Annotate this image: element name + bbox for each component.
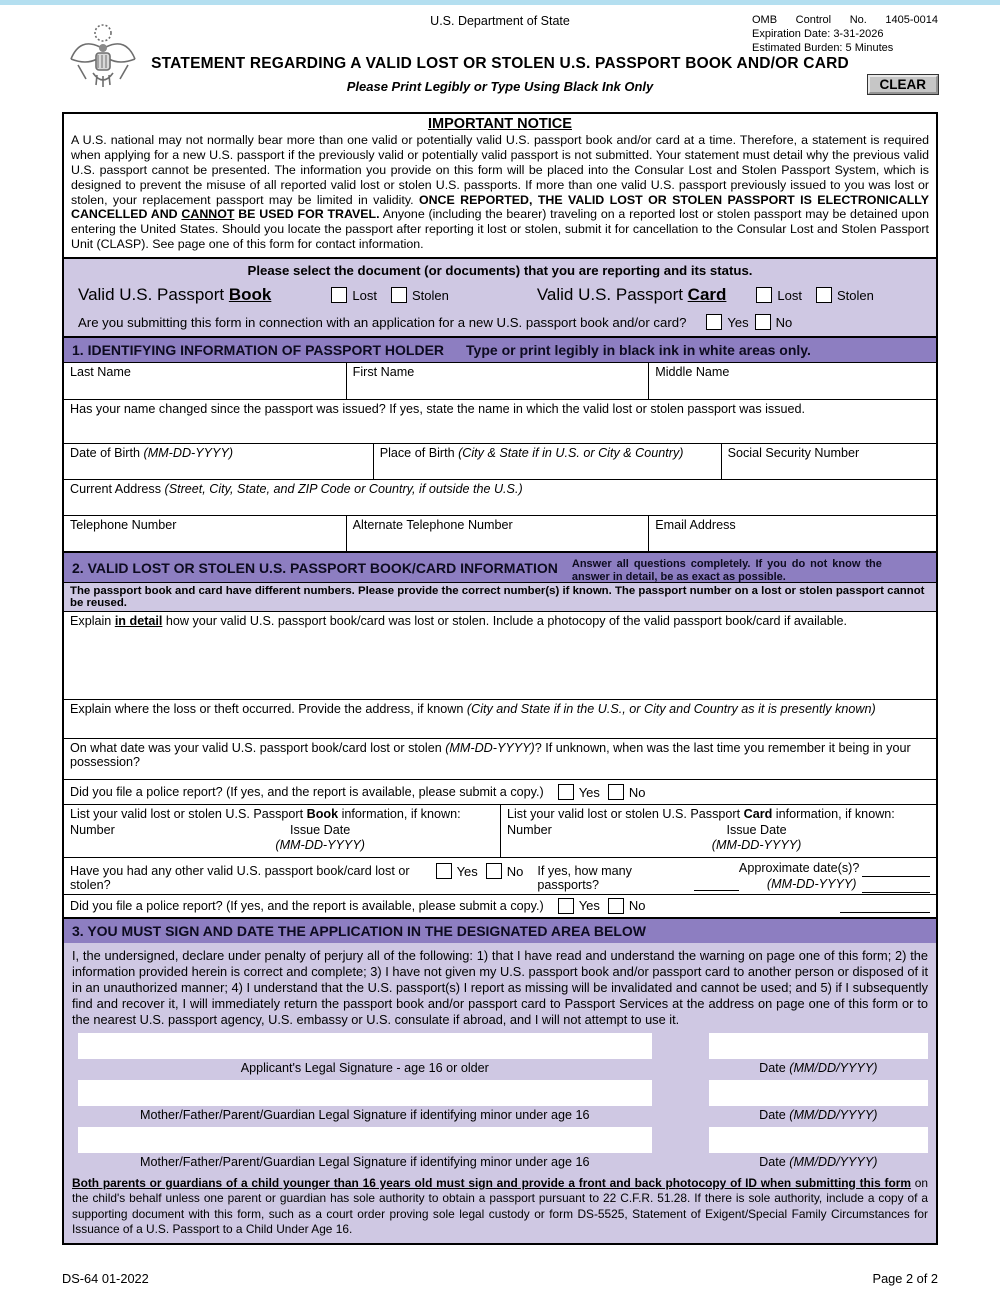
police2-yes-label: Yes [578,898,600,914]
section1-title: 1. IDENTIFYING INFORMATION OF PASSPORT HOLDER [72,342,445,359]
current-address-field[interactable]: Current Address (Street, City, State, and ZIP Code or Country, if outside the U.S.) [70,482,523,497]
name-changed-field[interactable]: Has your name changed since the passport was issued? If yes, state the name in which the valid lost or stolen passport was issued. [70,402,806,417]
card-stolen-checkbox[interactable] [816,287,832,303]
approx-dates-label: Approximate date(s)? [738,861,860,876]
section2-strip-note: The passport book and card have different numbers. Please provide the correct number(s) if known. The passport number on a lost or stolen passport cannot be reused. [64,582,936,611]
document-select-row [78,285,936,305]
approx-dates-hint: (MM-DD-YYYY) [766,877,857,892]
important-notice-title: IMPORTANT NOTICE [428,116,572,132]
card-number-label: Number [507,823,552,838]
omb-burden: Estimated Burden: 5 Minutes [752,41,894,54]
page-footer [62,1271,938,1286]
name-changed-row [64,399,936,443]
agency-name: U.S. Department of State [430,14,570,28]
form-title: STATEMENT REGARDING A VALID LOST OR STOLEN U.S. PASSPORT BOOK AND/OR CARD [151,55,849,72]
application-yes-label: Yes [727,314,749,330]
guardian2-date-label: Date (MM/DD/YYYY) [759,1154,878,1169]
section1-instruction: Type or print legibly in black ink in white areas only. [466,342,811,359]
guardian1-date-label: Date (MM/DD/YYYY) [759,1107,878,1122]
police-report-question-2: Did you file a police report? (If yes, and the report is available, please submit a copy.) [70,898,544,913]
application-yes-checkbox[interactable] [706,314,722,330]
guardian2-signature-label: Mother/Father/Parent/Guardian Legal Signature if identifying minor under age 16 [140,1154,590,1169]
notice-bold-text: BE USED FOR TRAVEL. [234,207,380,222]
form-header [0,5,1000,108]
name-row [64,362,936,399]
guardian1-date-input[interactable] [709,1080,928,1106]
page-number: Page 2 of 2 [872,1271,938,1287]
book-issue-date-label: Issue Date (MM-DD-YYYY) [275,823,365,853]
applicant-signature-input[interactable] [78,1033,652,1059]
omb-word: OMB [752,14,778,26]
book-stolen-label: Stolen [411,287,449,303]
omb-block [752,14,938,55]
document-select-section [64,259,936,336]
police-yes-checkbox[interactable] [558,784,574,800]
omb-expiration: Expiration Date: 3-31-2026 [752,27,884,40]
loss-date-field[interactable]: On what date was your valid U.S. passport book/card lost or stolen (MM-DD-YYYY)? If unknown, when was the last time you remember it being in your possession? [64,738,936,779]
notice-bold-text: ONCE REPORTED, THE VALID LOST OR STOLEN PASSPORT IS ELECTRONICALLY CANCELLED AND [71,192,929,222]
passport-book-label: Valid U.S. Passport Book [78,285,272,305]
section2-title: 2. VALID LOST OR STOLEN U.S. PASSPORT BOOK/CARD INFORMATION [72,559,558,576]
explain-detail-field[interactable]: Explain in detail how your valid U.S. passport book/card was lost or stolen. Include a photocopy of the valid passport book/card if available. [64,611,936,699]
form-body [62,112,938,1245]
loss-location-field[interactable]: Explain where the loss or theft occurred. Provide the address, if known (City and State if in the U.S., or City and Country as it is presently known) [64,699,936,738]
book-lost-checkbox[interactable] [331,287,347,303]
applicant-date-label: Date (MM/DD/YYYY) [759,1060,878,1075]
passport-card-label: Valid U.S. Passport Card [536,285,727,305]
other-no-checkbox[interactable] [486,863,502,879]
important-notice-box [62,112,938,259]
new-application-question: Are you submitting this form in connection with an application for a new U.S. passport book and/or card? [78,314,687,330]
police2-yes-checkbox[interactable] [558,898,574,914]
book-info-cell[interactable]: List your valid lost or stolen U.S. Passport Book information, if known: Number Issue Date (MM-DD-YYYY) [70,807,461,853]
omb-control-line [752,14,938,28]
other-passports-row [64,857,936,893]
guardian2-date-input[interactable] [709,1127,928,1153]
perjury-declaration: I, the undersigned, declare under penalty of perjury all of the following: 1) that I have read and understand the warning on page one of this form; 2) the information provided herein is correct and complete; 3) I have not given my U.S. passport book and/or passport card to another person or disposed of it in an unauthorized manner; 4) I understand that the U.S. passport(s) I report as missing will be invalidated and cannot be used; and 5) if I subsequently find and recover it, I will immediately return the passport book and/or passport card to Passport Services at the address on page one of this form or to the nearest U.S. passport agency, U.S. embassy or U.S. consulate if abroad, and I will not attempt to use it. [72,947,928,1027]
application-no-checkbox[interactable] [755,314,771,330]
police2-no-label: No [628,898,646,914]
section2-side-note: Answer all questions completely. If you do not know the answer in detail, be as exact as possible. [571,557,882,584]
police-report-row [64,779,936,804]
application-no-label: No [775,314,793,330]
book-lost-label: Lost [352,287,377,303]
middle-name-field[interactable]: Middle Name [648,363,936,399]
date-of-birth-field[interactable]: Date of Birth (MM-DD-YYYY) [70,446,234,461]
other-no-label: No [506,864,524,880]
new-application-row [78,314,936,330]
notice-text: A U.S. national may not normally bear more than one valid or potentially valid U.S. passport book and/or card at a time. Therefore, a statement is required when applying for a new U.S. passport if the previously valid or potentially valid passport is not submitted. Your statement must detail why the previous valid U.S. passport cannot be presented. The information you provide on this form will be placed into the Consular Lost and Stolen Passport System, which is designed to prevent the misuse of all reported valid lost or stolen U.S. passports. If more than one valid U.S. passport previously issued to you was lost or stolen, your replacement passport may be limited in validity. [71,132,929,207]
approx-dates-blank-3[interactable] [840,899,930,913]
card-stolen-label: Stolen [836,287,874,303]
section1-header [64,336,936,362]
form-subtitle: Please Print Legibly or Type Using Black Ink Only [346,79,654,94]
last-name-field[interactable]: Last Name [70,365,131,380]
signature-row-1 [72,1033,928,1059]
approx-dates-blank-2[interactable] [862,879,930,893]
section2-header [64,551,936,582]
form-sections [62,259,938,1245]
signature-section [64,943,936,1244]
police-no-checkbox[interactable] [608,784,624,800]
select-instruction: Please select the document (or documents) that you are reporting and its status. [247,263,753,279]
contact-row [64,515,936,551]
address-row [64,479,936,515]
applicant-signature-label: Applicant's Legal Signature - age 16 or older [240,1060,489,1075]
card-issue-date-label: Issue Date (MM-DD-YYYY) [711,823,802,853]
other-passports-question: Have you had any other valid U.S. passport book/card lost or stolen? [70,864,410,893]
police-report-question: Did you file a police report? (If yes, and the report is available, please submit a copy.) [70,785,544,800]
signature-row-2 [72,1080,928,1106]
guardian1-signature-label: Mother/Father/Parent/Guardian Legal Signature if identifying minor under age 16 [140,1107,590,1122]
applicant-date-input[interactable] [709,1033,928,1059]
signature-labels-1 [72,1061,928,1075]
signature-labels-2 [72,1108,928,1122]
subtitle-row [62,78,938,96]
police-no-label: No [628,784,646,800]
other-yes-label: Yes [456,864,478,880]
police2-no-checkbox[interactable] [608,898,624,914]
police-yes-label: Yes [578,784,600,800]
how-many-question: If yes, how many passports? [537,864,632,893]
telephone-field[interactable]: Telephone Number [70,518,177,533]
guardian2-signature-input[interactable] [78,1127,652,1153]
place-of-birth-field[interactable]: Place of Birth (City & State if in U.S. or City & Country) [373,444,721,479]
parents-note: Both parents or guardians of a child younger than 16 years old must sign and provide a front and back photocopy of ID when submitting this form on the child's behalf unless one parent or guardian has sole authority to obtain a passport pursuant to 22 C.F.R. 51.28. If there is sole authority, include a copy of a supporting document with this form, such as a court order proving sole legal custody or form DS-5525, Statement of Exigent/Special Family Circumstances for Issuance of a U.S. Passport to a Child Under Age 16. [72,1175,929,1237]
guardian1-signature-input[interactable] [78,1080,652,1106]
notice-text: Anyone (including the bearer) traveling on a reported lost or stolen passport may be detained upon entering the United States. Should you locate the passport after reporting it lost or stolen, submit it for cancellation to the Consular Lost and Stolen Passport Unit (CLASP). See page one of this form for contact information. [71,207,929,252]
police-report-row-2 [64,894,936,917]
section3-title: 3. YOU MUST SIGN AND DATE THE APPLICATION IN THE DESIGNATED AREA BELOW [72,922,647,939]
clear-button[interactable]: CLEAR [868,75,939,94]
signature-labels-3 [72,1155,928,1169]
birth-row [64,443,936,479]
card-lost-label: Lost [777,287,802,303]
book-number-label: Number [70,823,115,838]
signature-row-3 [72,1127,928,1153]
book-stolen-checkbox[interactable] [391,287,407,303]
ssn-field[interactable]: Social Security Number [721,444,936,479]
form-number: DS-64 01-2022 [62,1271,149,1287]
first-name-field[interactable]: First Name [346,363,649,399]
alt-telephone-field[interactable]: Alternate Telephone Number [346,516,649,551]
omb-number: 1405-0014 [885,14,938,26]
approximate-dates-block [739,861,930,892]
other-yes-checkbox[interactable] [436,863,452,879]
how-many-blank[interactable] [694,877,739,891]
notice-bold-underline-text: CANNOT [181,207,235,222]
email-field[interactable]: Email Address [648,516,936,551]
section3-header [64,917,936,943]
card-lost-checkbox[interactable] [756,287,772,303]
approx-dates-blank-1[interactable] [862,863,930,877]
book-card-info-row [64,804,936,857]
omb-word: Control [795,14,832,26]
card-info-cell[interactable]: List your valid lost or stolen U.S. Passport Card information, if known: Number Issue Date (MM-DD-YYYY) [500,805,936,857]
omb-word: No. [849,14,867,26]
